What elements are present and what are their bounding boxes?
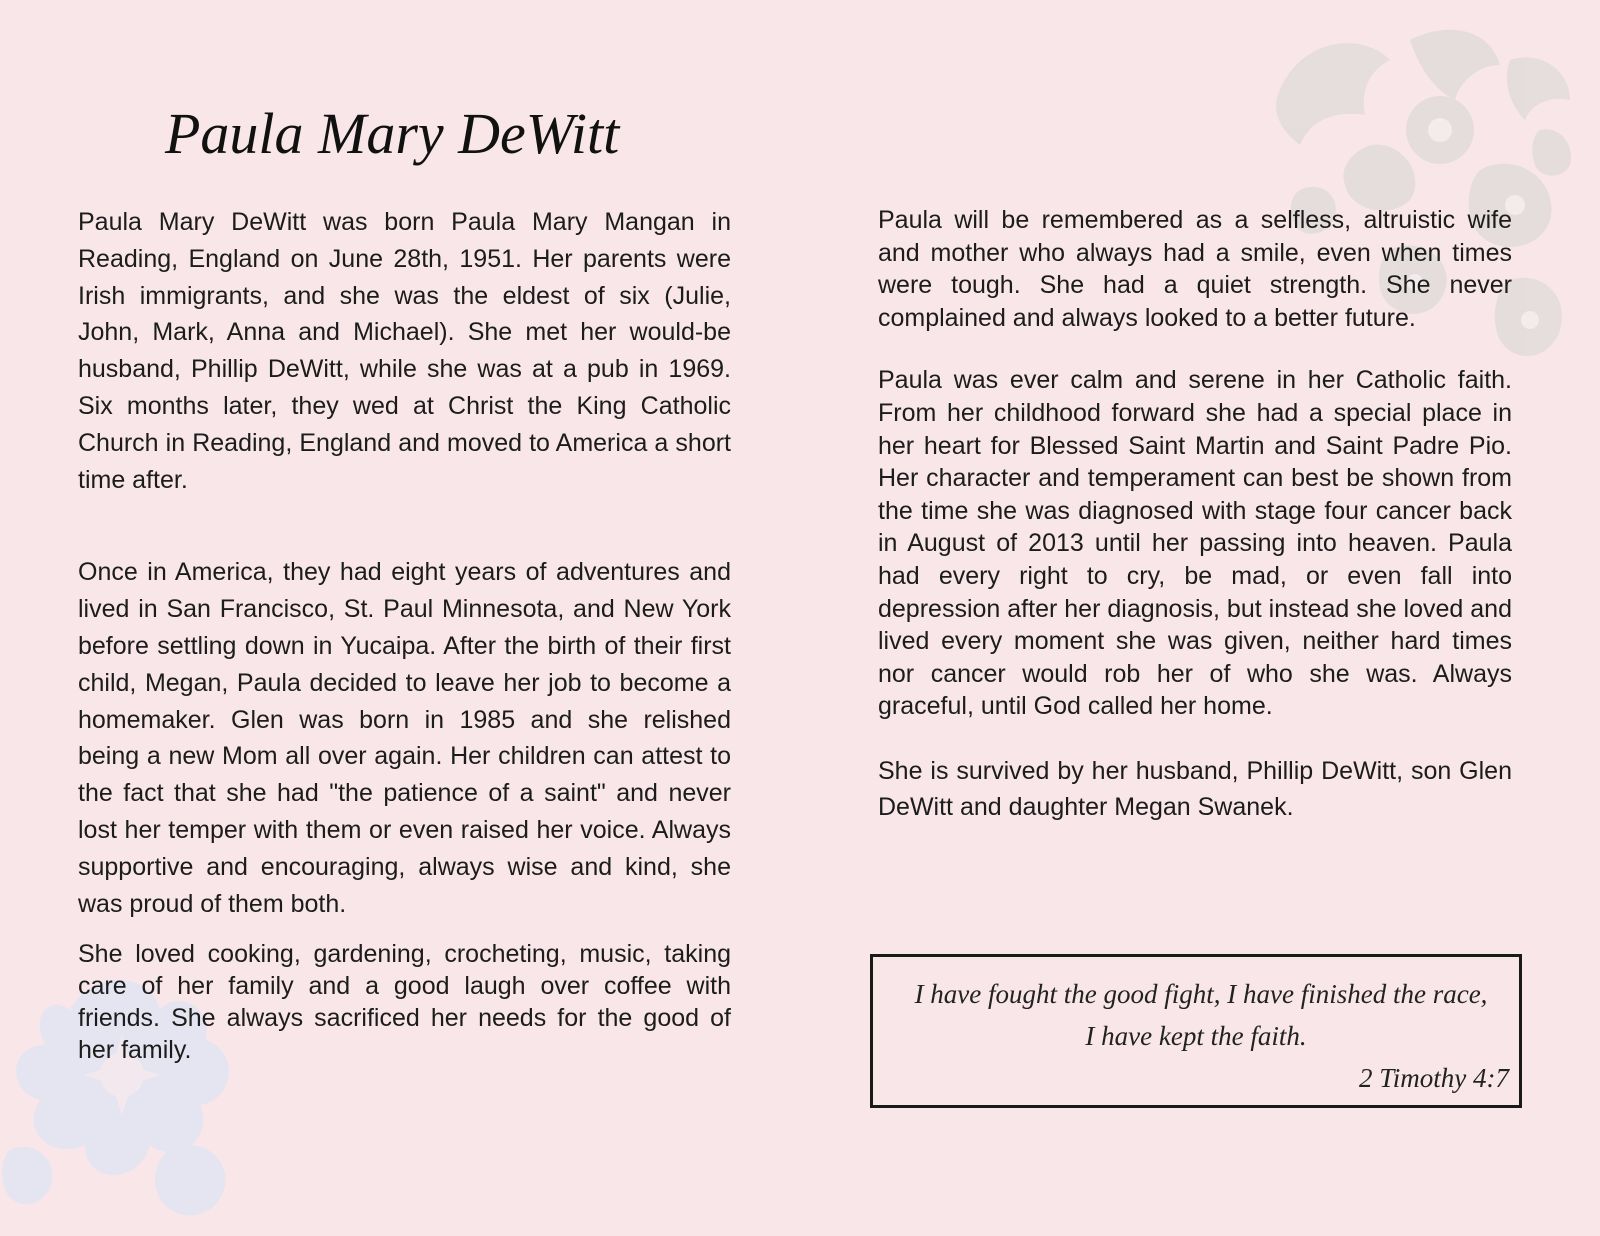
- right-column: [878, 204, 1512, 825]
- left-column: [78, 204, 731, 1066]
- scripture-quote-box: [870, 954, 1522, 1108]
- left-paragraph-3: She loved cooking, gardening, crocheting, music, taking care of her family and a good laugh over coffee with friends. She always sacrificed her needs for the good of her family.: [78, 940, 731, 1065]
- left-paragraph-2: Once in America, they had eight years of adventures and lived in San Francisco, St. Paul Minnesota, and New York before settling down in Yucaipa. After the birth of their first child, Megan, Paula decided to leave her job to become a homemaker. Glen was born in 1985 and she relished being a new Mom all over again. Her children can attest to the fact that she had "the patience of a saint" and never lost her temper with them or even raised her voice. Always supportive and encouraging, always wise and kind, she was proud of them both.: [78, 558, 731, 918]
- quote-line-2: I have kept the faith.: [1085, 1021, 1307, 1051]
- quote-reference: 2 Timothy 4:7: [1358, 1063, 1509, 1093]
- page-title: Paula Mary DeWitt: [165, 101, 620, 166]
- quote-line-1: I have fought the good fight, I have finished the race,: [914, 979, 1488, 1009]
- right-paragraph-1: Paula will be remembered as a selfless, altruistic wife and mother who always had a smile, even when times were tough. She had a quiet strength. She never complained and always looked to a better future.: [878, 206, 1512, 332]
- right-paragraph-3: She is survived by her husband, Phillip DeWitt, son Glen DeWitt and daughter Megan Swanek.: [878, 756, 1512, 821]
- left-paragraph-1: Paula Mary DeWitt was born Paula Mary Mangan in Reading, England on June 28th, 1951. Her parents were Irish immigrants, and she was the eldest of six (Julie, John, Mark, Anna and Michael). She met her would-be husband, Phillip DeWitt, while she was at a pub in 1969. Six months later, they wed at Christ the King Catholic Church in Reading, England and moved to America a short time after.: [78, 208, 731, 494]
- right-paragraph-2: Paula was ever calm and serene in her Catholic faith. From her childhood forward she had a special place in her heart for Blessed Saint Martin and Saint Padre Pio. Her character and temperament can best be shown from the time she was diagnosed with stage four cancer back in August of 2013 until her passing into heaven. Paula had every right to cry, be mad, or even fall into depression after her diagnosis, but instead she loved and lived every moment she was given, neither hard times nor cancer would rob her of who she was. Always graceful, until God called her home.: [878, 366, 1512, 721]
